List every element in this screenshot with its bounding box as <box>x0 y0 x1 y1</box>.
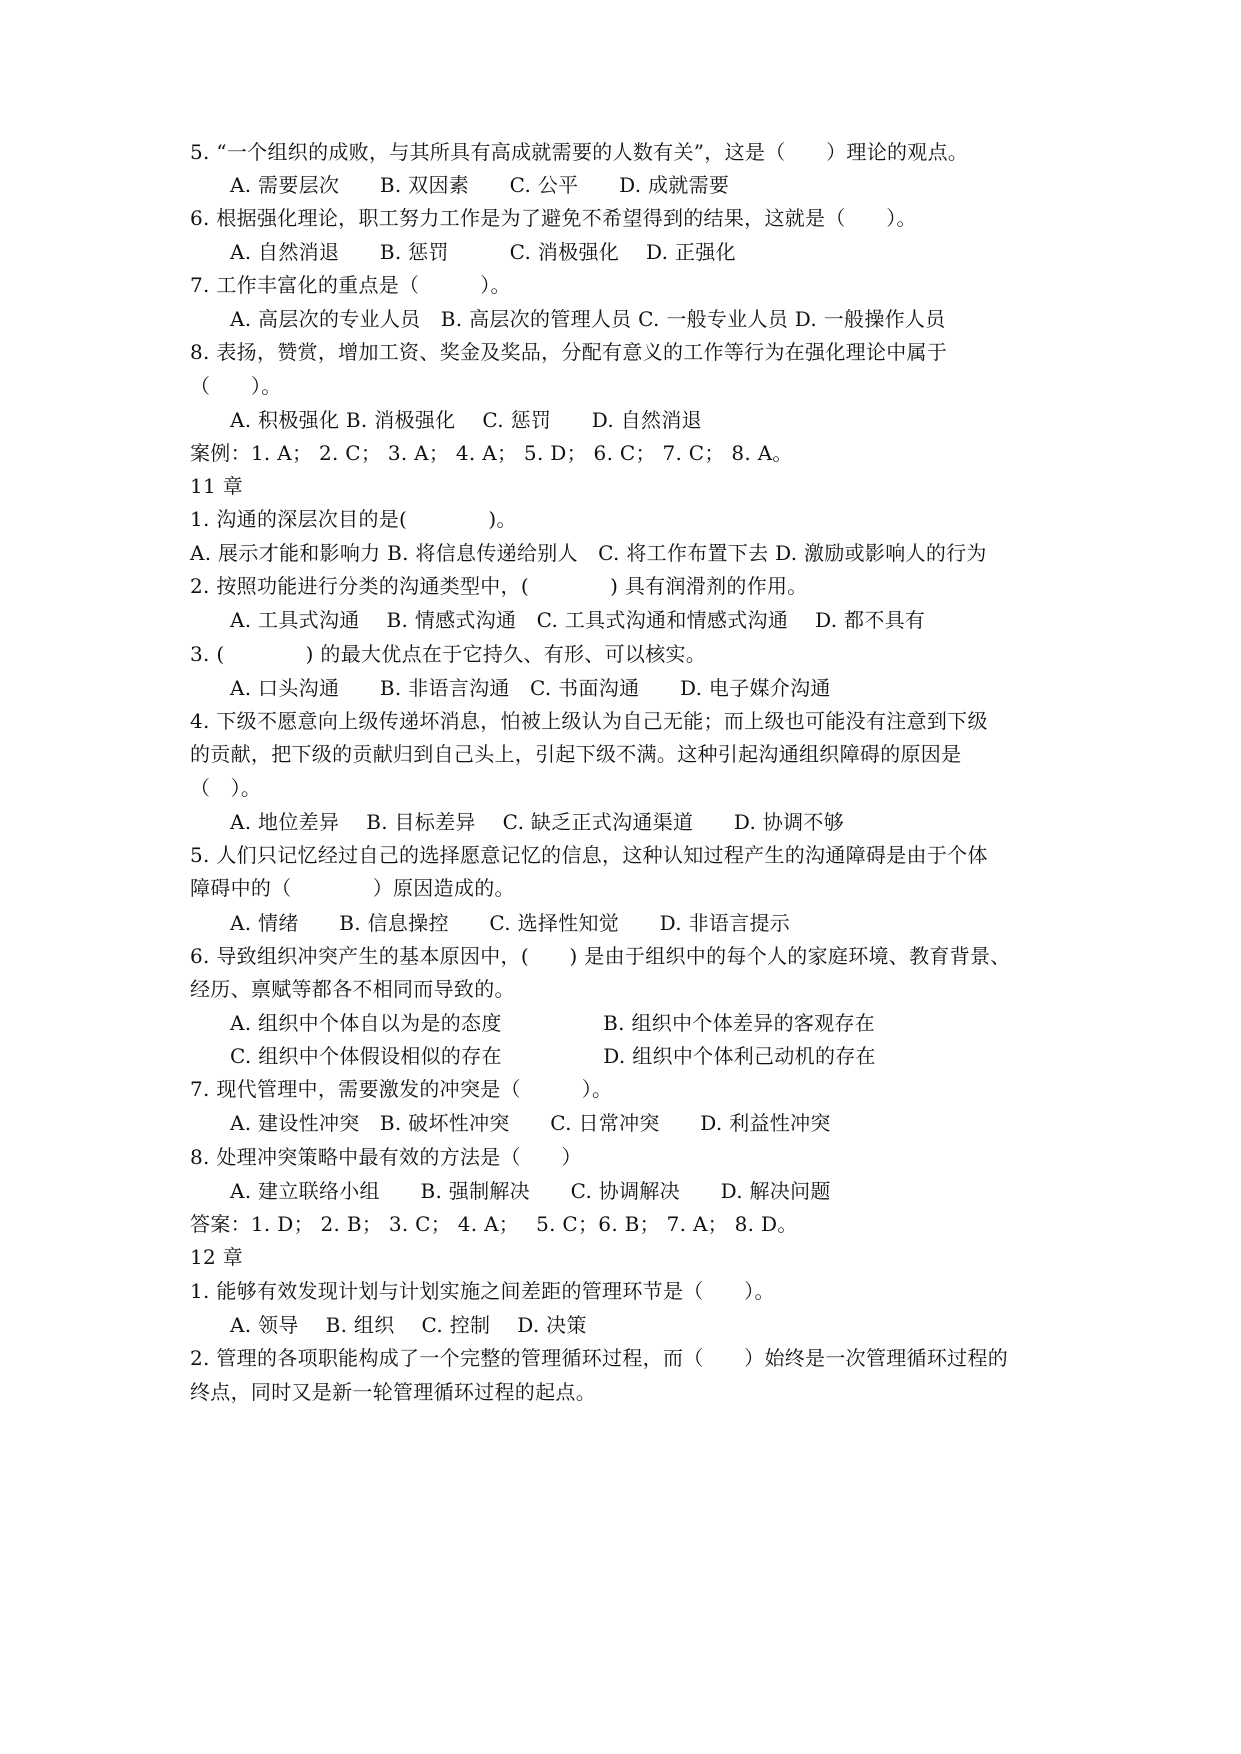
answer-key: 案例：1. A； 2. C； 3. A； 4. A； 5. D； 6. C； 7. C； 8. A。 <box>190 441 793 465</box>
question-line: 2. 管理的各项职能构成了一个完整的管理循环过程，而（ ）始终是一次管理循环过程的 <box>190 1346 1009 1370</box>
question-line-cont: （ ）。 <box>190 374 282 398</box>
question-line: 5. “一个组织的成败，与其所具有高成就需要的人数有关”，这是（ ）理论的观点。 <box>190 140 969 164</box>
question-line: 6. 导致组织冲突产生的基本原因中，( ) 是由于组织中的每个人的家庭环境、教育背景、 <box>190 944 1011 968</box>
options-line: A. 组织中个体自以为是的态度 B. 组织中个体差异的客观存在 <box>230 1011 876 1035</box>
options-line: A. 积极强化 B. 消极强化 C. 惩罚 D. 自然消退 <box>230 408 702 432</box>
options-line: A. 高层次的专业人员 B. 高层次的管理人员 C. 一般专业人员 D. 一般操作人员 <box>230 307 946 331</box>
question-line: 8. 处理冲突策略中最有效的方法是（ ） <box>190 1145 582 1169</box>
options-line: C. 组织中个体假设相似的存在 D. 组织中个体利己动机的存在 <box>230 1044 876 1068</box>
answer-key: 答案：1. D； 2. B； 3. C； 4. A； 5. C；6. B； 7. A； 8. D。 <box>190 1212 798 1236</box>
question-line: 7. 现代管理中，需要激发的冲突是（ ）。 <box>190 1077 613 1101</box>
options-line: A. 建立联络小组 B. 强制解决 C. 协调解决 D. 解决问题 <box>230 1179 831 1203</box>
question-line: 8. 表扬，赞赏，增加工资、奖金及奖品，分配有意义的工作等行为在强化理论中属于 <box>190 340 948 364</box>
options-line: A. 自然消退 B. 惩罚 C. 消极强化 D. 正强化 <box>230 240 736 264</box>
question-line-cont: 的贡献，把下级的贡献归到自己头上，引起下级不满。这种引起沟通组织障碍的原因是 <box>190 742 962 766</box>
options-line: A. 领导 B. 组织 C. 控制 D. 决策 <box>230 1313 587 1337</box>
question-line-cont: 终点，同时又是新一轮管理循环过程的起点。 <box>190 1380 596 1404</box>
question-line: 5. 人们只记忆经过自己的选择愿意记忆的信息，这种认知过程产生的沟通障碍是由于个体 <box>190 843 988 867</box>
question-line: 1. 沟通的深层次目的是( )。 <box>190 507 517 531</box>
question-line: 6. 根据强化理论，职工努力工作是为了避免不希望得到的结果，这就是（ ）。 <box>190 206 917 230</box>
question-line: 2. 按照功能进行分类的沟通类型中，( ) 具有润滑剂的作用。 <box>190 574 808 598</box>
options-line: A. 需要层次 B. 双因素 C. 公平 D. 成就需要 <box>230 173 730 197</box>
options-line: A. 地位差异 B. 目标差异 C. 缺乏正式沟通渠道 D. 协调不够 <box>230 810 845 834</box>
chapter-heading: 12 章 <box>190 1245 244 1269</box>
question-line: 7. 工作丰富化的重点是（ ）。 <box>190 273 511 297</box>
options-line: A. 展示才能和影响力 B. 将信息传递给别人 C. 将工作布置下去 D. 激励或影响人的行为 <box>190 541 987 565</box>
question-line: 4. 下级不愿意向上级传递坏消息，怕被上级认为自己无能；而上级也可能没有注意到下级 <box>190 709 988 733</box>
options-line: A. 建设性冲突 B. 破坏性冲突 C. 日常冲突 D. 利益性冲突 <box>230 1111 831 1135</box>
options-line: A. 口头沟通 B. 非语言沟通 C. 书面沟通 D. 电子媒介沟通 <box>230 676 831 700</box>
question-line-cont: 障碍中的（ ）原因造成的。 <box>190 876 515 900</box>
options-line: A. 情绪 B. 信息操控 C. 选择性知觉 D. 非语言提示 <box>230 911 791 935</box>
question-line-cont: 经历、禀赋等都各不相同而导致的。 <box>190 977 515 1001</box>
question-line: 1. 能够有效发现计划与计划实施之间差距的管理环节是（ ）。 <box>190 1279 775 1303</box>
question-line-cont: （ ）。 <box>190 776 262 800</box>
options-line: A. 工具式沟通 B. 情感式沟通 C. 工具式沟通和情感式沟通 D. 都不具有 <box>230 608 926 632</box>
chapter-heading: 11 章 <box>190 474 244 498</box>
question-line: 3. ( ) 的最大优点在于它持久、有形、可以核实。 <box>190 642 707 666</box>
